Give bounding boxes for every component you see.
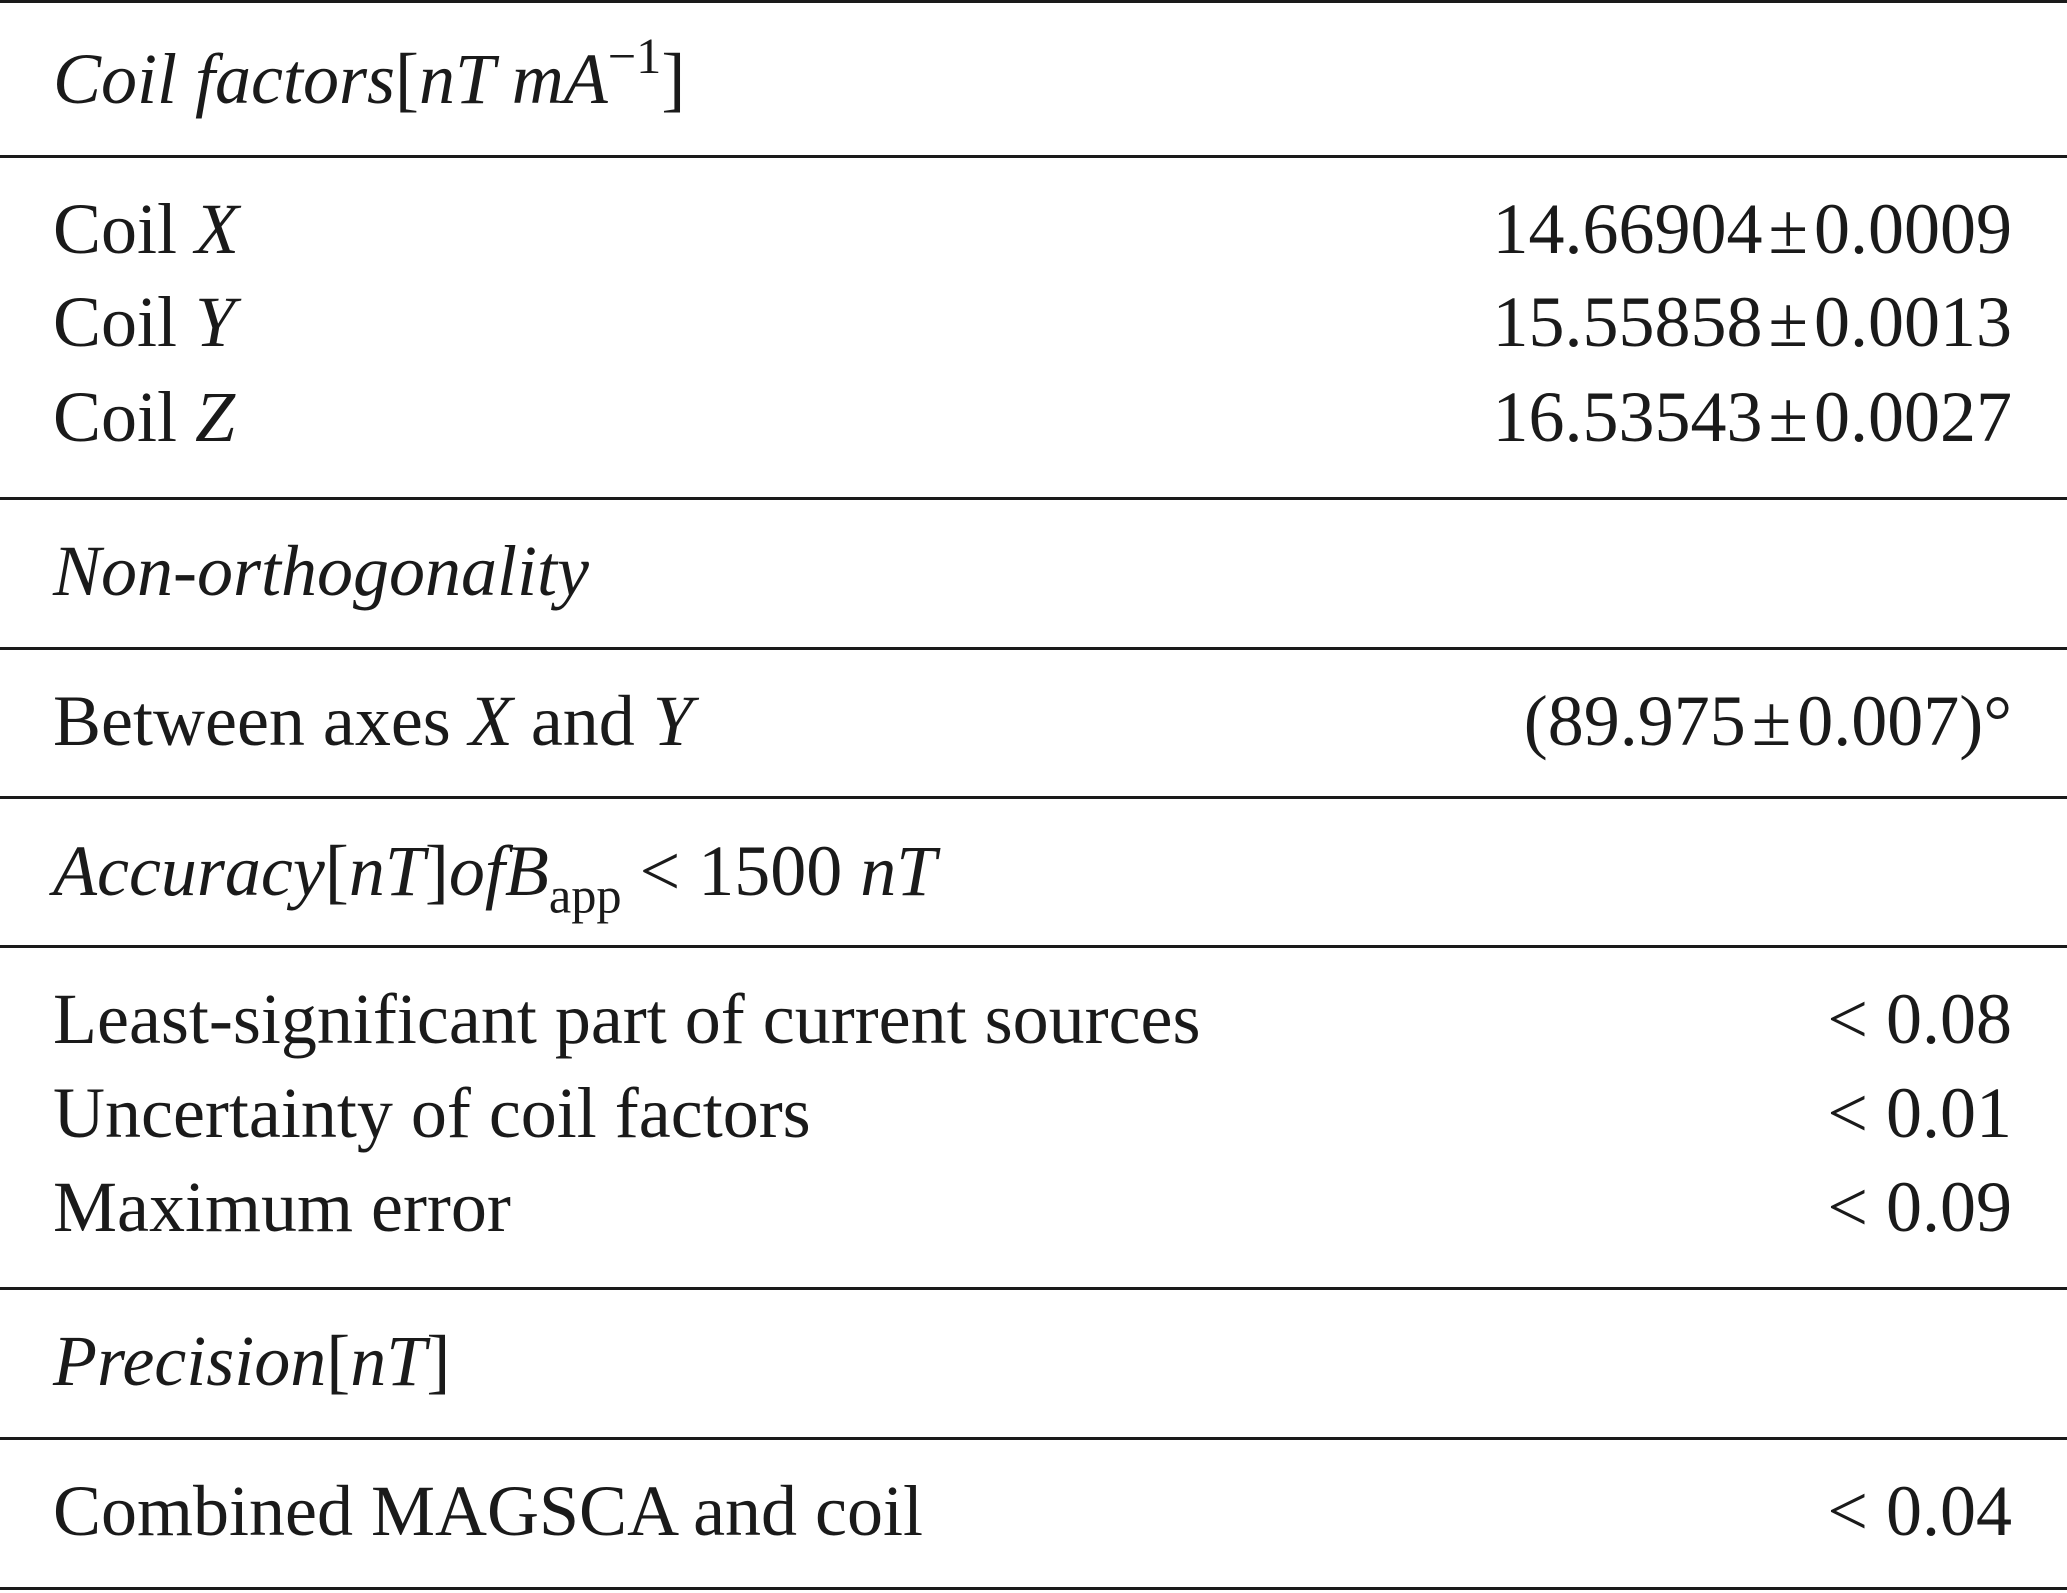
table-row-maximum-error xyxy=(0,1158,2067,1256)
row-axis: Y xyxy=(652,681,693,761)
row-axis: X xyxy=(195,189,240,269)
header-subscript: app xyxy=(548,867,622,924)
section-header-label xyxy=(53,27,686,128)
value-error: 0.0027 xyxy=(1814,377,2012,457)
table-rule xyxy=(0,647,2067,650)
row-value xyxy=(1492,273,2012,371)
row-axis: X xyxy=(468,681,513,761)
header-unit: nT xyxy=(348,831,425,911)
plus-minus: ± xyxy=(1768,377,1808,457)
table-rule xyxy=(0,155,2067,158)
plus-minus: ± xyxy=(1768,189,1808,269)
table-row-axes-angle xyxy=(0,672,2067,770)
header-unit: nT xyxy=(350,1321,427,1401)
row-label-text: Coil xyxy=(53,377,196,457)
section-header-accuracy xyxy=(0,822,2067,924)
row-axis: Z xyxy=(195,377,236,457)
section-header-non-orthogonality xyxy=(0,522,2067,620)
table-row-uncertainty xyxy=(0,1064,2067,1162)
section-header-label xyxy=(53,822,937,924)
row-label: Maximum error xyxy=(53,1167,511,1247)
table-rule xyxy=(0,1287,2067,1290)
table-row-coil-x xyxy=(0,180,2067,278)
header-bracket-close: ] xyxy=(426,1321,451,1401)
value-error: 0.0009 xyxy=(1814,189,2012,269)
row-value: < 0.04 xyxy=(1827,1471,2012,1551)
section-header-coil-factors xyxy=(0,27,2067,128)
row-label-text: Coil xyxy=(53,189,196,269)
row-label: Least-significant part of current sources xyxy=(53,979,1201,1059)
header-symbol: B xyxy=(504,831,549,911)
header-bracket-close: ] xyxy=(424,831,449,911)
value-error: 0.0013 xyxy=(1814,282,2012,362)
row-label-text: and xyxy=(512,681,653,761)
row-label: Uncertainty of coil factors xyxy=(53,1073,811,1153)
header-text: Coil factors xyxy=(53,39,396,119)
row-value xyxy=(1524,672,2012,770)
section-header-precision xyxy=(0,1312,2067,1410)
value-error: 0.007)° xyxy=(1797,681,2012,761)
table-rule xyxy=(0,1437,2067,1440)
header-bracket-open: [ xyxy=(395,39,420,119)
header-unit: nT mA xyxy=(419,39,608,119)
plus-minus: ± xyxy=(1751,681,1792,761)
table-rule-top xyxy=(0,0,2067,3)
row-value xyxy=(1492,368,2012,466)
row-label xyxy=(53,368,235,466)
table-rule xyxy=(0,497,2067,500)
section-header-label: Non-orthogonality xyxy=(53,531,589,611)
row-value: < 0.09 xyxy=(1827,1167,2012,1247)
header-text: of xyxy=(448,831,505,911)
row-axis: Y xyxy=(195,282,236,362)
plus-minus: ± xyxy=(1768,282,1808,362)
row-value: < 0.08 xyxy=(1827,979,2012,1059)
row-label xyxy=(53,672,693,770)
header-unit: nT xyxy=(860,831,937,911)
value-number: (89.975 xyxy=(1523,681,1746,761)
row-value: < 0.01 xyxy=(1827,1073,2012,1153)
table-rule-bottom xyxy=(0,1587,2067,1590)
header-text: Accuracy xyxy=(53,831,325,911)
row-label-text: Coil xyxy=(53,282,196,362)
row-value xyxy=(1492,180,2012,278)
table-row-coil-y xyxy=(0,273,2067,371)
table-rule xyxy=(0,945,2067,948)
table-row-least-significant xyxy=(0,970,2067,1068)
value-number: 16.53543 xyxy=(1492,377,1763,457)
row-label-text: Between axes xyxy=(53,681,469,761)
row-label xyxy=(53,180,239,278)
header-bracket-open: [ xyxy=(324,831,349,911)
header-bracket-open: [ xyxy=(326,1321,351,1401)
header-unit-exponent: −1 xyxy=(607,27,662,84)
header-comparison: < 1500 xyxy=(621,831,861,911)
row-label xyxy=(53,273,235,371)
table-row-combined xyxy=(0,1462,2067,1560)
header-text: Precision xyxy=(53,1321,327,1401)
row-label: Combined MAGSCA and coil xyxy=(53,1471,924,1551)
table-rule xyxy=(0,796,2067,799)
value-number: 15.55858 xyxy=(1492,282,1763,362)
header-bracket-close: ] xyxy=(661,39,686,119)
section-header-label xyxy=(53,1312,450,1410)
value-number: 14.66904 xyxy=(1492,189,1763,269)
table-row-coil-z xyxy=(0,368,2067,466)
